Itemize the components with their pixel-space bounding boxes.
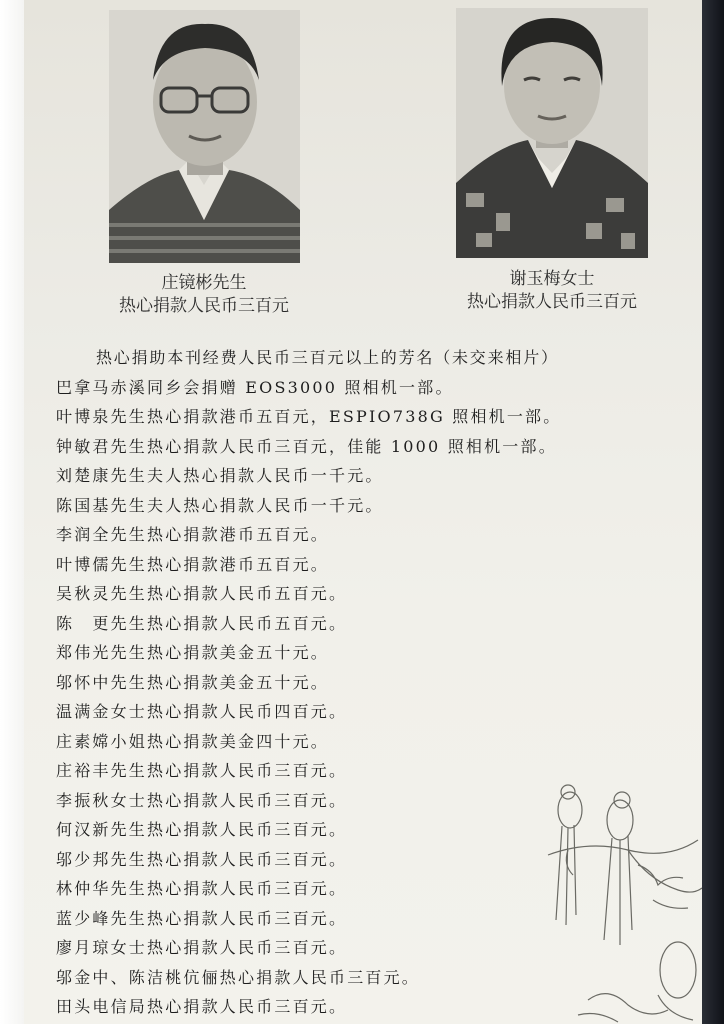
page-left-margin [0, 0, 24, 1024]
portrait-name-1: 庄镜彬先生 [161, 273, 247, 293]
portrait-name-2: 谢玉梅女士 [509, 269, 595, 289]
donor-line: 李振秋女士热心捐款人民币三百元。 [56, 790, 348, 810]
donor-line: 陈国基先生夫人热心捐款人民币一千元。 [56, 495, 384, 515]
donor-line: 何汉新先生热心捐款人民币三百元。 [56, 820, 348, 839]
donor-line: 廖月琼女士热心捐款人民币三百元。 [56, 938, 348, 957]
portrait-donation-2: 热心捐款人民币三百元 [467, 292, 637, 312]
donor-line: 李润全先生热心捐款港币五百元。 [56, 525, 330, 544]
donor-line: 邬金中、陈洁桃伉俪热心捐款人民币三百元。 [56, 967, 421, 987]
portrait-photo-1 [109, 10, 300, 263]
donor-line: 邬怀中先生热心捐款美金五十元。 [56, 672, 330, 692]
donor-line: 叶博泉先生热心捐款港币五百元，ESPIO738G 照相机一部。 [56, 407, 562, 426]
portrait-caption-1 [84, 272, 324, 318]
donor-line: 林仲华先生热心捐款人民币三百元。 [56, 879, 348, 898]
donor-line: 郑伟光先生热心捐款美金五十元。 [56, 643, 330, 662]
donor-line: 刘楚康先生夫人热心捐款人民币一千元。 [56, 466, 384, 485]
page-right-edge [702, 0, 724, 1024]
donor-line: 巴拿马赤溪同乡会捐赠 EOS3000 照相机一部。 [56, 377, 454, 397]
donor-line: 钟敏君先生热心捐款人民币三百元，佳能 1000 照相机一部。 [56, 436, 557, 456]
donor-line: 邬少邦先生热心捐款人民币三百元。 [56, 849, 348, 869]
donor-line: 庄素嫦小姐热心捐款美金四十元。 [56, 731, 330, 751]
donor-line: 叶博儒先生热心捐款港币五百元。 [56, 554, 330, 574]
donor-line: 田头电信局热心捐款人民币三百元。 [56, 997, 348, 1016]
donor-line: 温满金女士热心捐款人民币四百元。 [56, 702, 348, 721]
donor-list-heading: 热心捐助本刊经费人民币三百元以上的芳名（未交来相片） [96, 348, 559, 367]
donor-line: 陈 更先生热心捐款人民币五百元。 [56, 613, 348, 633]
portrait-caption-2 [432, 268, 672, 314]
portrait-photo-2 [456, 8, 648, 258]
donor-line: 庄裕丰先生热心捐款人民币三百元。 [56, 761, 348, 780]
donor-line: 吴秋灵先生热心捐款人民币五百元。 [56, 584, 348, 603]
portrait-donation-1: 热心捐款人民币三百元 [119, 296, 289, 316]
donor-line: 蓝少峰先生热心捐款人民币三百元。 [56, 908, 348, 928]
donor-list [56, 343, 696, 1022]
